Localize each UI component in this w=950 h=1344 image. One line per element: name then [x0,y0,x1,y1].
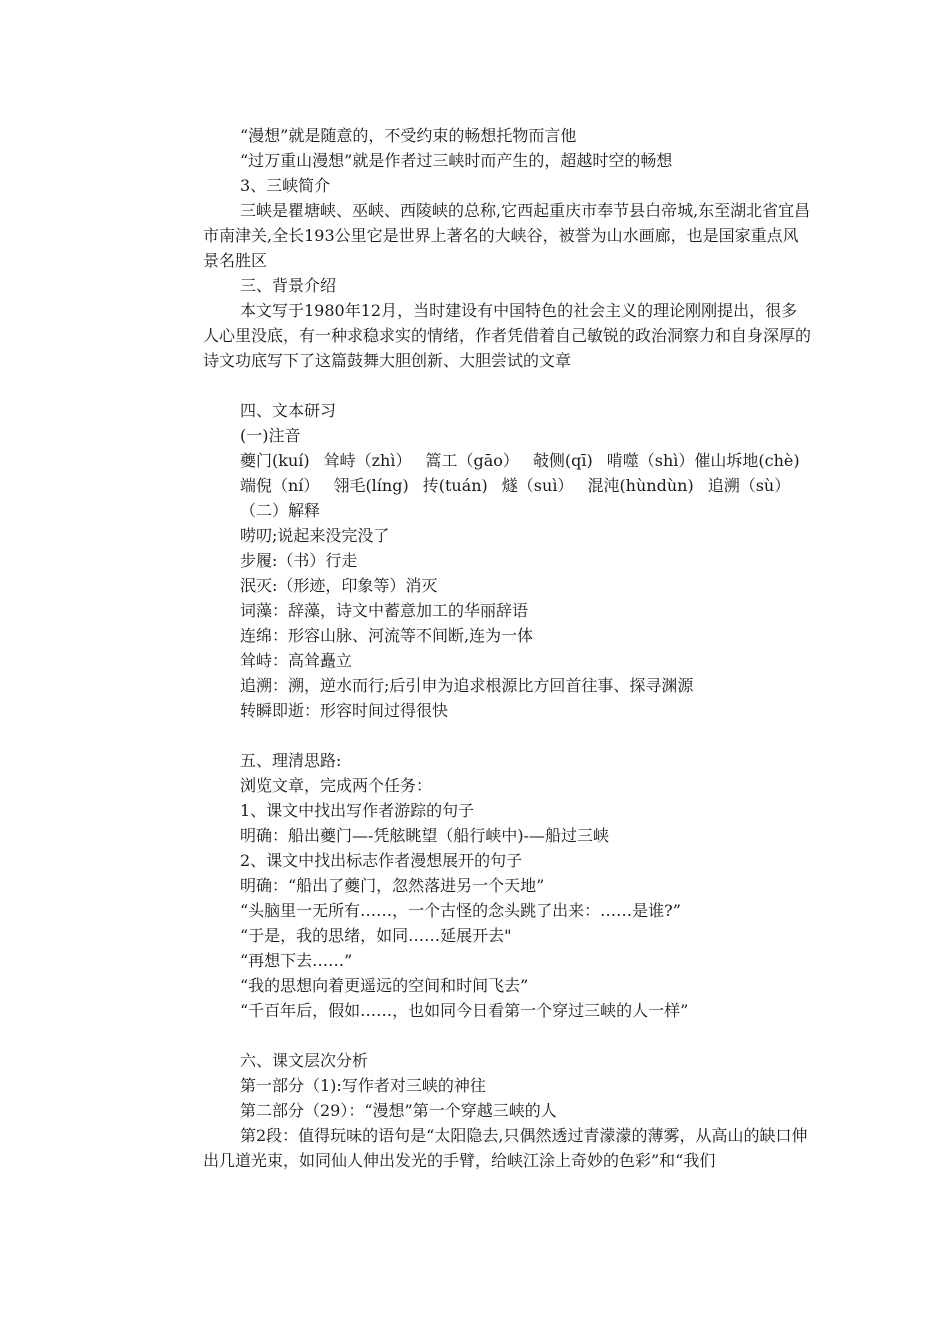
explain-item: 词藻：辞藻，诗文中蓄意加工的华丽辞语 [240,601,529,620]
text-line: 第二部分（29）：“漫想”第一个穿越三峡的人 [240,1101,557,1120]
pinyin-term: 啃噬（shì）催山坼地(chè) [606,451,800,470]
explain-item: 唠叨;说起来没完没了 [240,526,390,545]
paragraph-background: 本文写于1980年12月，当时建设有中国特色的社会主义的理论刚刚提出，很多人心里没底，有一种求稳求实的情绪，作者凭借着自己敏锐的政治洞察力和自身深厚的诗文功底写下了这篇鼓舞大胆创新、大胆尝试的文章 [203,301,812,370]
pinyin-term: 耸峙（zhì） [323,451,412,470]
pinyin-term: 混沌(hùndùn) [587,476,694,495]
paragraph-three-gorges: 三峡是瞿塘峡、巫峡、西陵峡的总称,它西起重庆市奉节县白帝城,东至湖北省宜昌市南津关,全长193公里它是世界上著名的大峡谷，被誉为山水画廊，也是国家重点风景名胜区 [203,201,811,270]
pinyin-term: 端倪（ní） [240,476,320,495]
subsection-heading: (一)注音 [240,426,301,445]
text-line: 1、课文中找出写作者游踪的句子 [240,801,475,820]
pinyin-term: 夔门(kuí) [240,451,310,470]
quote-line: “头脑里一无所有……，一个古怪的念头跳了出来：……是谁?” [240,901,681,920]
document-body [203,123,811,1173]
pinyin-row [203,473,811,498]
text-line: 明确：船出夔门—-凭舷眺望（船行峡中)-—船过三峡 [240,826,610,845]
explain-item: 转瞬即逝：形容时间过得很快 [240,701,449,720]
quote-line: “再想下去……” [240,951,353,970]
text-line: 明确：“船出了夔门，忽然落进另一个天地” [240,876,545,895]
section-heading: 三、背景介绍 [240,276,337,295]
text-line: 浏览文章，完成两个任务： [240,776,433,795]
quote-line: “千百年后，假如……，也如同今日看第一个穿过三峡的人一样” [240,1001,689,1020]
quote-line: “我的思想向着更遥远的空间和时间飞去” [240,976,529,995]
explain-item: 追溯：溯，逆水而行;后引申为追求根源比方回首往事、探寻渊源 [240,676,694,695]
pinyin-term: 抟(tuán) [422,476,488,495]
explain-item: 泯灭:（形迹，印象等）消灭 [240,576,438,595]
pinyin-term: 燧（suì） [501,476,574,495]
text-line: 第一部分（1):写作者对三峡的神往 [240,1076,486,1095]
pinyin-row [203,448,811,473]
text-line: 2、课文中找出标志作者漫想展开的句子 [240,851,523,870]
pinyin-term: 追溯（sù） [707,476,791,495]
text-line: “漫想”就是随意的，不受约束的畅想托物而言他 [240,126,577,145]
explain-item: 耸峙：高耸矗立 [240,651,353,670]
pinyin-term: 翎毛(líng) [333,476,409,495]
section-heading: 3、三峡简介 [240,176,331,195]
paragraph-analysis: 第2段：值得玩味的语句是“太阳隐去,只偶然透过青濛濛的薄雾，从高山的缺口伸出几道光束，如同仙人伸出发光的手臂，给峡江涂上奇妙的色彩”和“我们 [203,1126,808,1170]
blank-line [203,1023,811,1048]
explain-item: 连绵：形容山脉、河流等不间断,连为一体 [240,626,534,645]
pinyin-term: 篙工（gāo） [425,451,519,470]
section-heading: 六、课文层次分析 [240,1051,369,1070]
explain-item: 步履:（书）行走 [240,551,358,570]
subsection-heading: （二）解释 [240,501,321,520]
pinyin-term: 攲侧(qī) [532,451,593,470]
section-heading: 四、文本研习 [240,401,337,420]
blank-line [203,373,811,398]
section-heading: 五、理清思路: [240,751,342,770]
blank-line [203,723,811,748]
quote-line: “于是，我的思绪，如同……延展开去" [240,926,512,945]
text-line: “过万重山漫想”就是作者过三峡时而产生的，超越时空的畅想 [240,151,673,170]
